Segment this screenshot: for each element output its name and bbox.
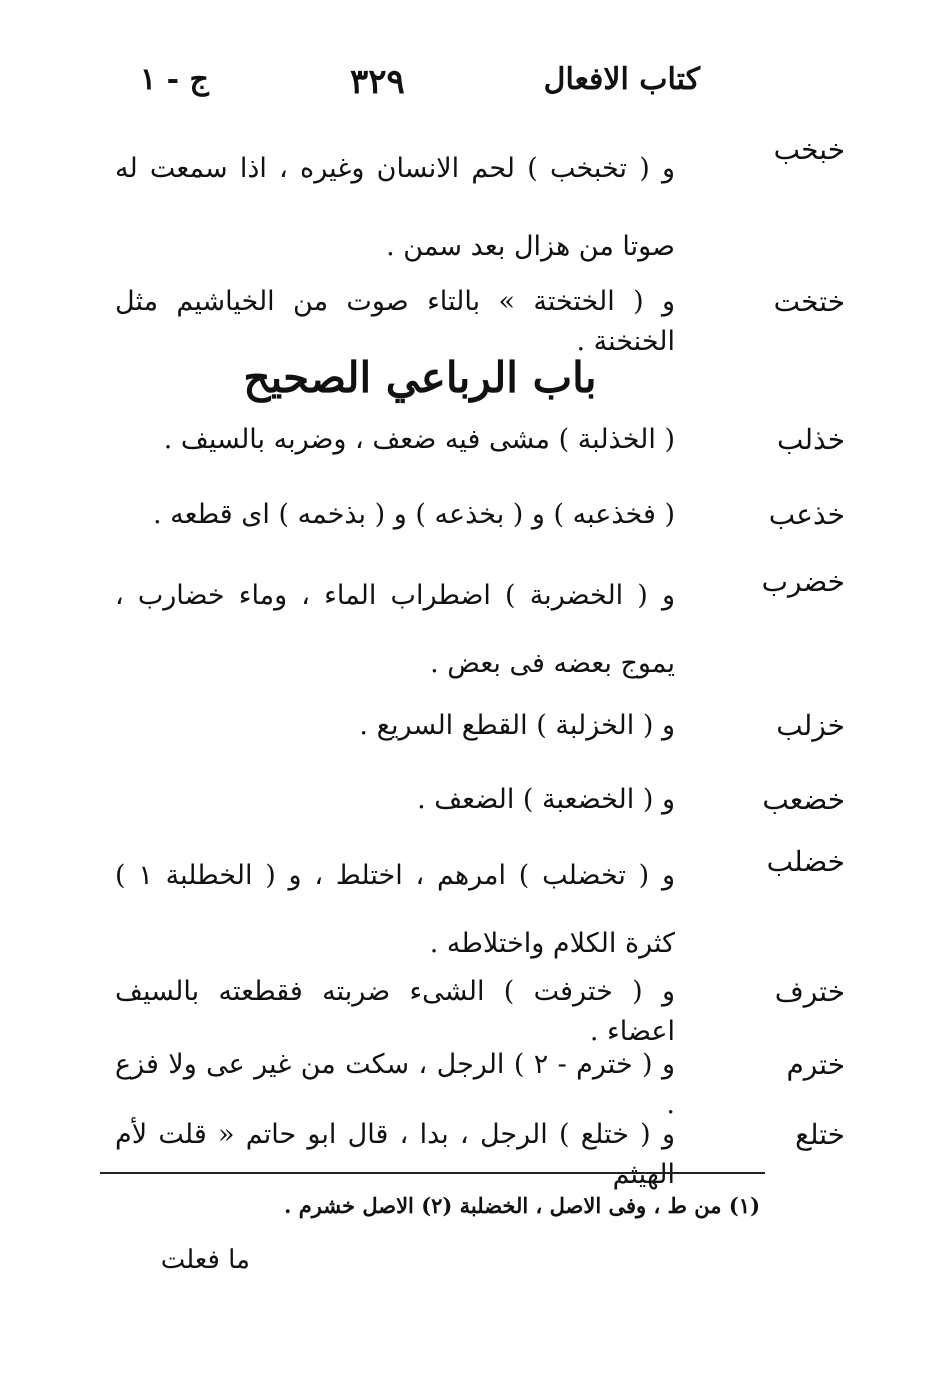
entry-text: و ( الختختة » بالتاء صوت من الخياشيم مثل الخنخنة . bbox=[115, 286, 675, 357]
entry-text: و ( ختلع ) الرجل ، بدا ، قال ابو حاتم « قلت لأم الهيثم bbox=[115, 1119, 675, 1190]
entry-text: و ( تخبخب ) لحم الانسان وغيره ، اذا سمعت له صوتا من هزال بعد سمن . bbox=[115, 153, 675, 262]
running-head bbox=[120, 62, 710, 112]
entry-text: و ( الخضربة ) اضطراب الماء ، وماء خضارب ، يموج بعضه فى بعض . bbox=[115, 580, 675, 679]
entry-root: خبخب bbox=[773, 133, 845, 166]
entry-text: و ( الخزلبة ) القطع السريع . bbox=[359, 710, 675, 741]
entry-root: خذعب bbox=[768, 498, 845, 531]
footnote: (١) من ط ، وفى الاصل ، الخضلبة (٢) الاصل خشرم . bbox=[284, 1193, 760, 1218]
entry-root: خزلب bbox=[776, 709, 845, 742]
entry-root: خترم bbox=[786, 1048, 845, 1081]
volume-label: ج - ١ bbox=[140, 62, 209, 97]
page-number: ٣٢٩ bbox=[350, 62, 405, 102]
entry-root: خضعب bbox=[762, 783, 845, 816]
entry-root: خضلب bbox=[766, 845, 845, 878]
entry-root: ختلع bbox=[795, 1118, 845, 1151]
entry-root: خذلب bbox=[776, 423, 845, 456]
entry-text: و ( خترفت ) الشىء ضربته فقطعته بالسيف اعضاء . bbox=[115, 976, 675, 1047]
entry-text: و ( خترم - ٢ ) الرجل ، سكت من غير عى ولا فزع . bbox=[115, 1049, 675, 1120]
entry-root: خترف bbox=[774, 975, 845, 1008]
entry-text: ( فخذعبه ) و ( بخذعه ) و ( بذخمه ) اى قطعه . bbox=[152, 499, 675, 530]
book-title: كتاب الافعال bbox=[543, 62, 700, 97]
entry-text: و ( الخضعبة ) الضعف . bbox=[417, 784, 675, 815]
entry-text: و ( تخضلب ) امرهم ، اختلط ، و ( الخطلبة ١ ) كثرة الكلام واختلاطه . bbox=[115, 860, 675, 959]
catchword: ما فعلت bbox=[160, 1245, 250, 1275]
footnote-divider bbox=[100, 1172, 765, 1174]
section-title: باب الرباعي الصحيح bbox=[243, 353, 597, 402]
entry-root: خضرب bbox=[761, 565, 845, 598]
entry-root: ختخت bbox=[773, 285, 845, 318]
entry-text: ( الخذلبة ) مشى فيه ضعف ، وضربه بالسيف . bbox=[163, 424, 675, 455]
